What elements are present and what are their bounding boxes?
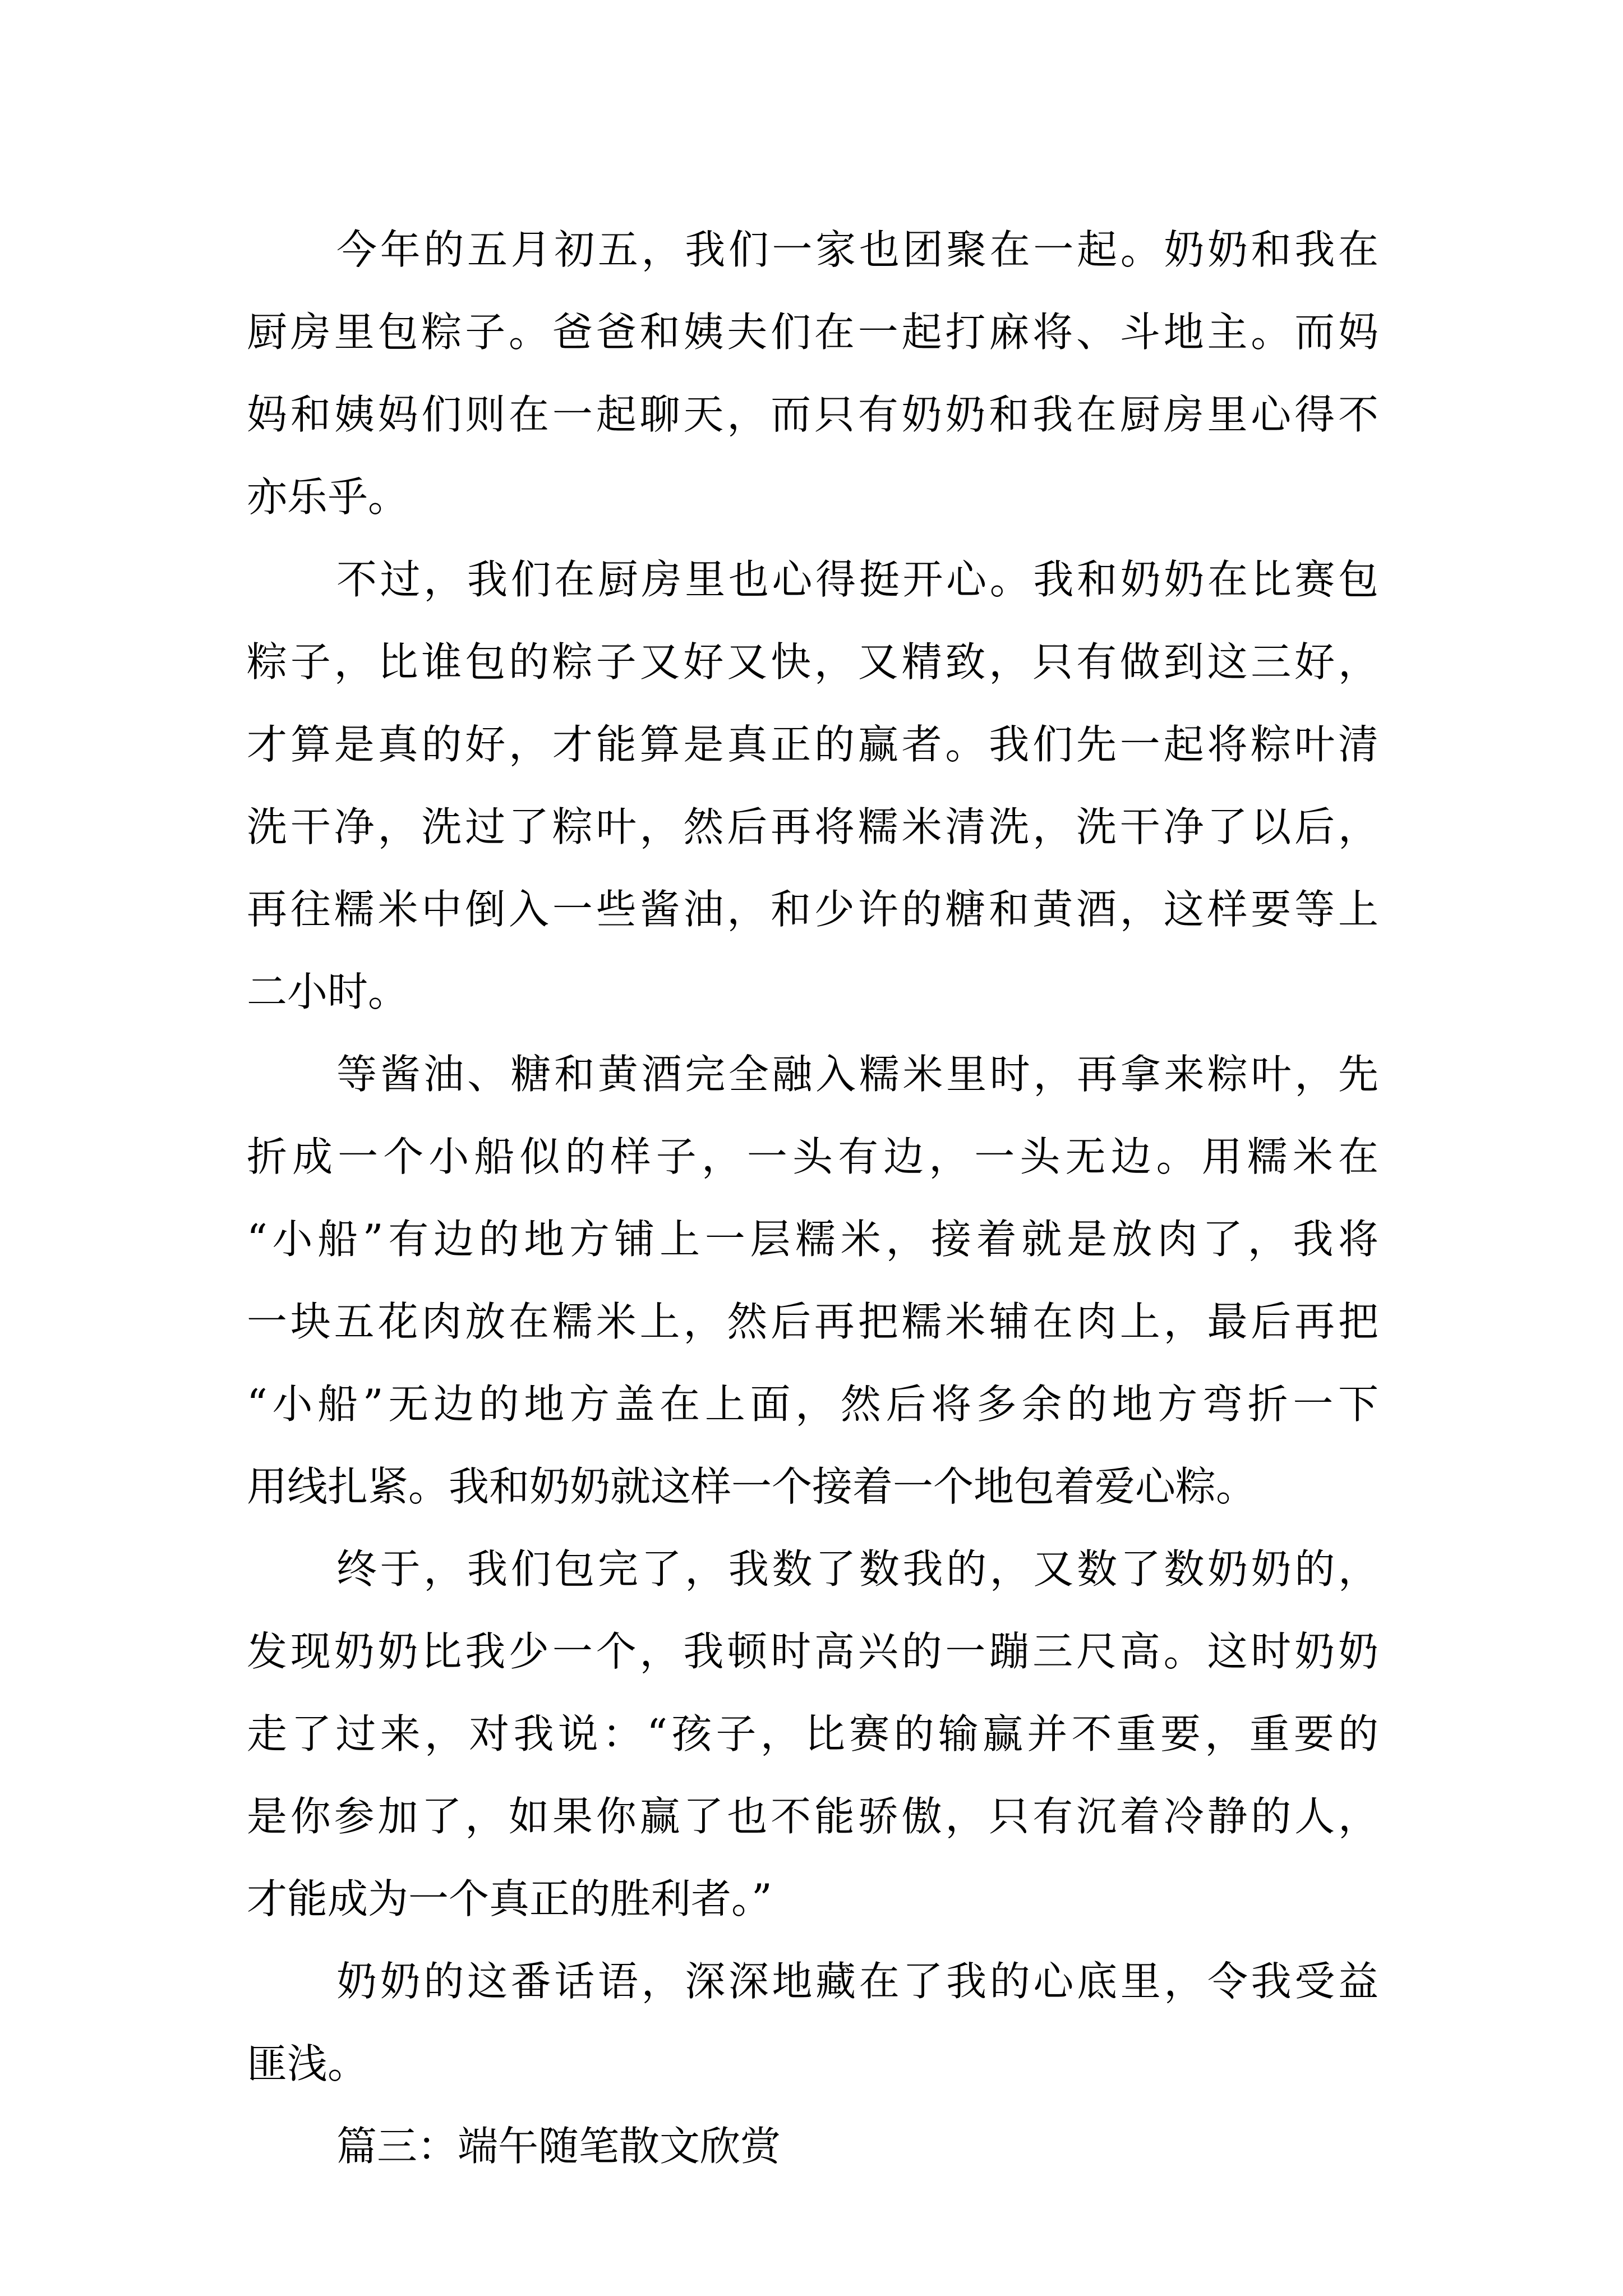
text-line: “小船”有边的地方铺上一层糯米，接着就是放肉了，我将 bbox=[247, 1216, 1378, 1263]
text-line: “小船”无边的地方盖在上面，然后将多余的地方弯折一下 bbox=[247, 1381, 1378, 1428]
document-body bbox=[247, 209, 1378, 2188]
text-line: 一块五花肉放在糯米上，然后再把糯米辅在肉上，最后再把 bbox=[247, 1298, 1378, 1345]
text-line: 等酱油、糖和黄酒完全融入糯米里时，再拿来粽叶，先 bbox=[336, 1051, 1378, 1098]
text-line: 匪浅。 bbox=[247, 2040, 368, 2087]
text-line: 才算是真的好，才能算是真正的赢者。我们先一起将粽叶清 bbox=[247, 721, 1378, 768]
text-line: 才能成为一个真正的胜利者。” bbox=[247, 1875, 772, 1922]
paragraph bbox=[247, 1940, 1378, 2105]
text-line: 不过，我们在厨房里也心得挺开心。我和奶奶在比赛包 bbox=[336, 556, 1378, 603]
paragraph bbox=[247, 209, 1378, 539]
text-line: 今年的五月初五，我们一家也团聚在一起。奶奶和我在 bbox=[336, 226, 1378, 273]
text-line: 妈和姨妈们则在一起聊天，而只有奶奶和我在厨房里心得不 bbox=[247, 391, 1378, 438]
text-line: 亦乐乎。 bbox=[247, 473, 409, 521]
text-line: 再往糯米中倒入一些酱油，和少许的糖和黄酒，这样要等上 bbox=[247, 886, 1378, 933]
text-line: 走了过来，对我说：“孩子，比赛的输赢并不重要，重要的 bbox=[247, 1710, 1378, 1757]
text-line: 二小时。 bbox=[247, 968, 409, 1015]
text-line: 奶奶的这番话语，深深地藏在了我的心底里，令我受益 bbox=[336, 1958, 1378, 2005]
section-heading bbox=[247, 2105, 1378, 2188]
text-line: 发现奶奶比我少一个，我顿时高兴的一蹦三尺高。这时奶奶 bbox=[247, 1628, 1378, 1675]
text-line: 厨房里包粽子。爸爸和姨夫们在一起打麻将、斗地主。而妈 bbox=[247, 309, 1378, 356]
text-line: 用线扎紧。我和奶奶就这样一个接着一个地包着爱心粽。 bbox=[247, 1463, 1257, 1510]
paragraph bbox=[247, 539, 1378, 1033]
text-line: 终于，我们包完了，我数了数我的，又数了数奶奶的， bbox=[336, 1545, 1378, 1593]
text-line: 洗干净，洗过了粽叶，然后再将糯米清洗，洗干净了以后， bbox=[247, 803, 1378, 850]
text-line: 是你参加了，如果你赢了也不能骄傲，只有沉着冷静的人， bbox=[247, 1793, 1378, 1840]
paragraph bbox=[247, 1528, 1378, 1940]
paragraph bbox=[247, 1033, 1378, 1528]
text-line: 粽子，比谁包的粽子又好又快，又精致，只有做到这三好， bbox=[247, 638, 1378, 685]
text-line: 折成一个小船似的样子，一头有边，一头无边。用糯米在 bbox=[247, 1133, 1378, 1180]
text-line: 篇三：端午随笔散文欣赏 bbox=[336, 2123, 781, 2170]
